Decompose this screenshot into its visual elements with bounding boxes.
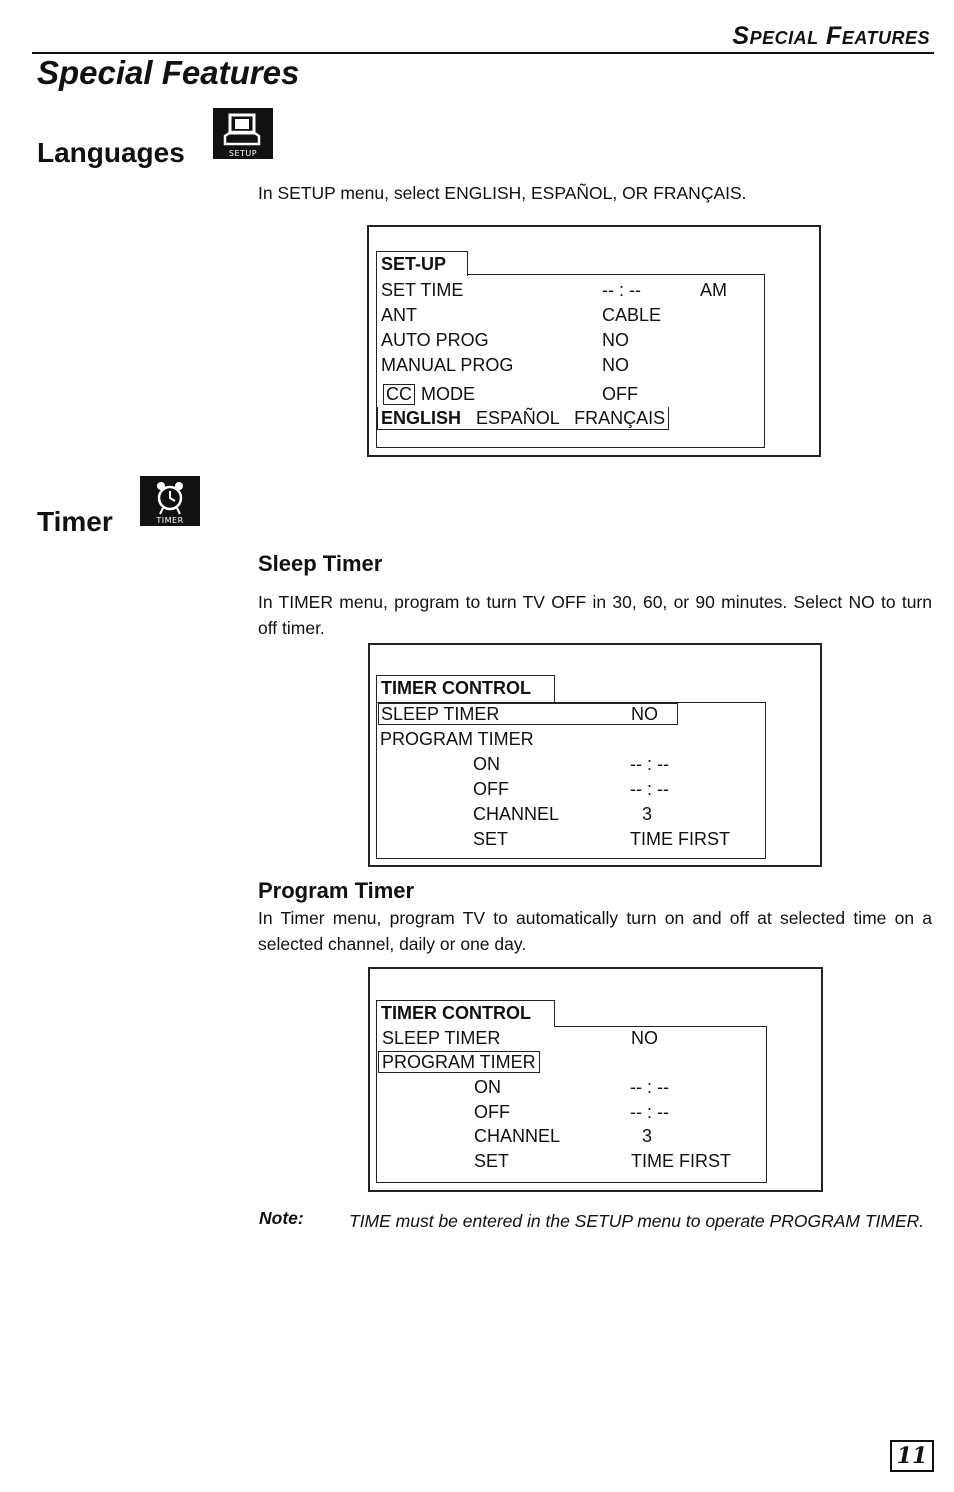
setup-icon xyxy=(213,108,273,159)
program-timer-label: PROGRAM TIMER xyxy=(380,729,534,749)
menu-value-cc-mode: OFF xyxy=(602,384,638,404)
language-selector xyxy=(377,407,669,430)
channel-label-2: CHANNEL xyxy=(474,1126,561,1146)
note-text: TIME must be entered in the SETUP menu to operate PROGRAM TIMER. xyxy=(349,1211,925,1231)
timer-icon-caption: TIMER xyxy=(156,516,184,525)
program-timer-heading: Program Timer xyxy=(258,878,415,903)
cc-mode-label: MODE xyxy=(421,384,475,404)
on-label: ON xyxy=(473,754,500,774)
language-option-english: ENGLISH xyxy=(381,408,462,428)
menu-row-manual-prog: MANUAL PROG xyxy=(381,355,514,375)
menu-row-auto-prog: AUTO PROG xyxy=(381,330,489,350)
set-label-2: SET xyxy=(474,1151,510,1171)
on-label-2: ON xyxy=(474,1077,501,1097)
program-timer-text: In Timer menu, program TV to automatically turn on and off at selected time on a selected channel, daily or one day. xyxy=(258,908,932,954)
menu-value-am: AM xyxy=(700,280,727,300)
menu-value-set-time: -- : -- xyxy=(602,280,641,300)
languages-heading: Languages xyxy=(37,137,185,168)
languages-instruction: In SETUP menu, select ENGLISH, ESPAÑOL, OR FRANÇAIS. xyxy=(258,183,747,203)
sleep-timer-label-2: SLEEP TIMER xyxy=(382,1028,501,1048)
menu-value-auto-prog: NO xyxy=(602,330,629,350)
menu-value-manual-prog: NO xyxy=(602,355,629,375)
setup-icon-caption: SETUP xyxy=(228,149,258,158)
sleep-timer-value-2: NO xyxy=(631,1028,658,1048)
language-option-francais: FRANÇAIS xyxy=(574,408,666,428)
cc-icon: CC xyxy=(383,384,415,405)
menu-value-ant: CABLE xyxy=(602,305,662,325)
on-value: -- : -- xyxy=(630,754,669,774)
setup-menu-tab: SET-UP xyxy=(376,251,468,276)
channel-value: 3 xyxy=(642,804,653,824)
set-label: SET xyxy=(473,829,509,849)
menu-row-ant: ANT xyxy=(381,305,417,325)
sleep-timer-heading: Sleep Timer xyxy=(258,551,383,576)
timer-heading: Timer xyxy=(37,506,113,537)
program-timer-menu-tab: TIMER CONTROL xyxy=(376,1000,555,1027)
sleep-timer-menu-tab: TIMER CONTROL xyxy=(376,675,555,702)
sleep-timer-value: NO xyxy=(631,704,658,724)
program-timer-row-selected: PROGRAM TIMER xyxy=(378,1051,540,1073)
sleep-timer-row-selected xyxy=(378,703,678,725)
off-label-2: OFF xyxy=(474,1102,510,1122)
off-value: -- : -- xyxy=(630,779,669,799)
set-value: TIME FIRST xyxy=(630,829,730,849)
set-value-2: TIME FIRST xyxy=(631,1151,731,1171)
channel-label: CHANNEL xyxy=(473,804,560,824)
off-value-2: -- : -- xyxy=(630,1102,669,1122)
channel-value-2: 3 xyxy=(642,1126,653,1146)
note-label: Note: xyxy=(259,1208,304,1228)
on-value-2: -- : -- xyxy=(630,1077,669,1097)
off-label: OFF xyxy=(473,779,509,799)
language-option-espanol: ESPAÑOL xyxy=(476,408,560,428)
menu-row-set-time: SET TIME xyxy=(381,280,464,300)
sleep-timer-label: SLEEP TIMER xyxy=(381,704,500,724)
menu-row-cc-mode xyxy=(383,382,475,406)
alarm-clock-icon xyxy=(140,476,200,526)
sleep-timer-text: In TIMER menu, program to turn TV OFF in 30, 60, or 90 minutes. Select NO to turn off timer. xyxy=(258,592,932,638)
page-number: 11 xyxy=(890,1440,934,1472)
setup-menu-screen xyxy=(367,225,821,457)
page-title: Special Features xyxy=(37,54,300,91)
running-header: Special Features xyxy=(732,22,930,50)
program-timer-menu-screen xyxy=(368,967,823,1192)
sleep-timer-menu-screen xyxy=(368,643,822,867)
